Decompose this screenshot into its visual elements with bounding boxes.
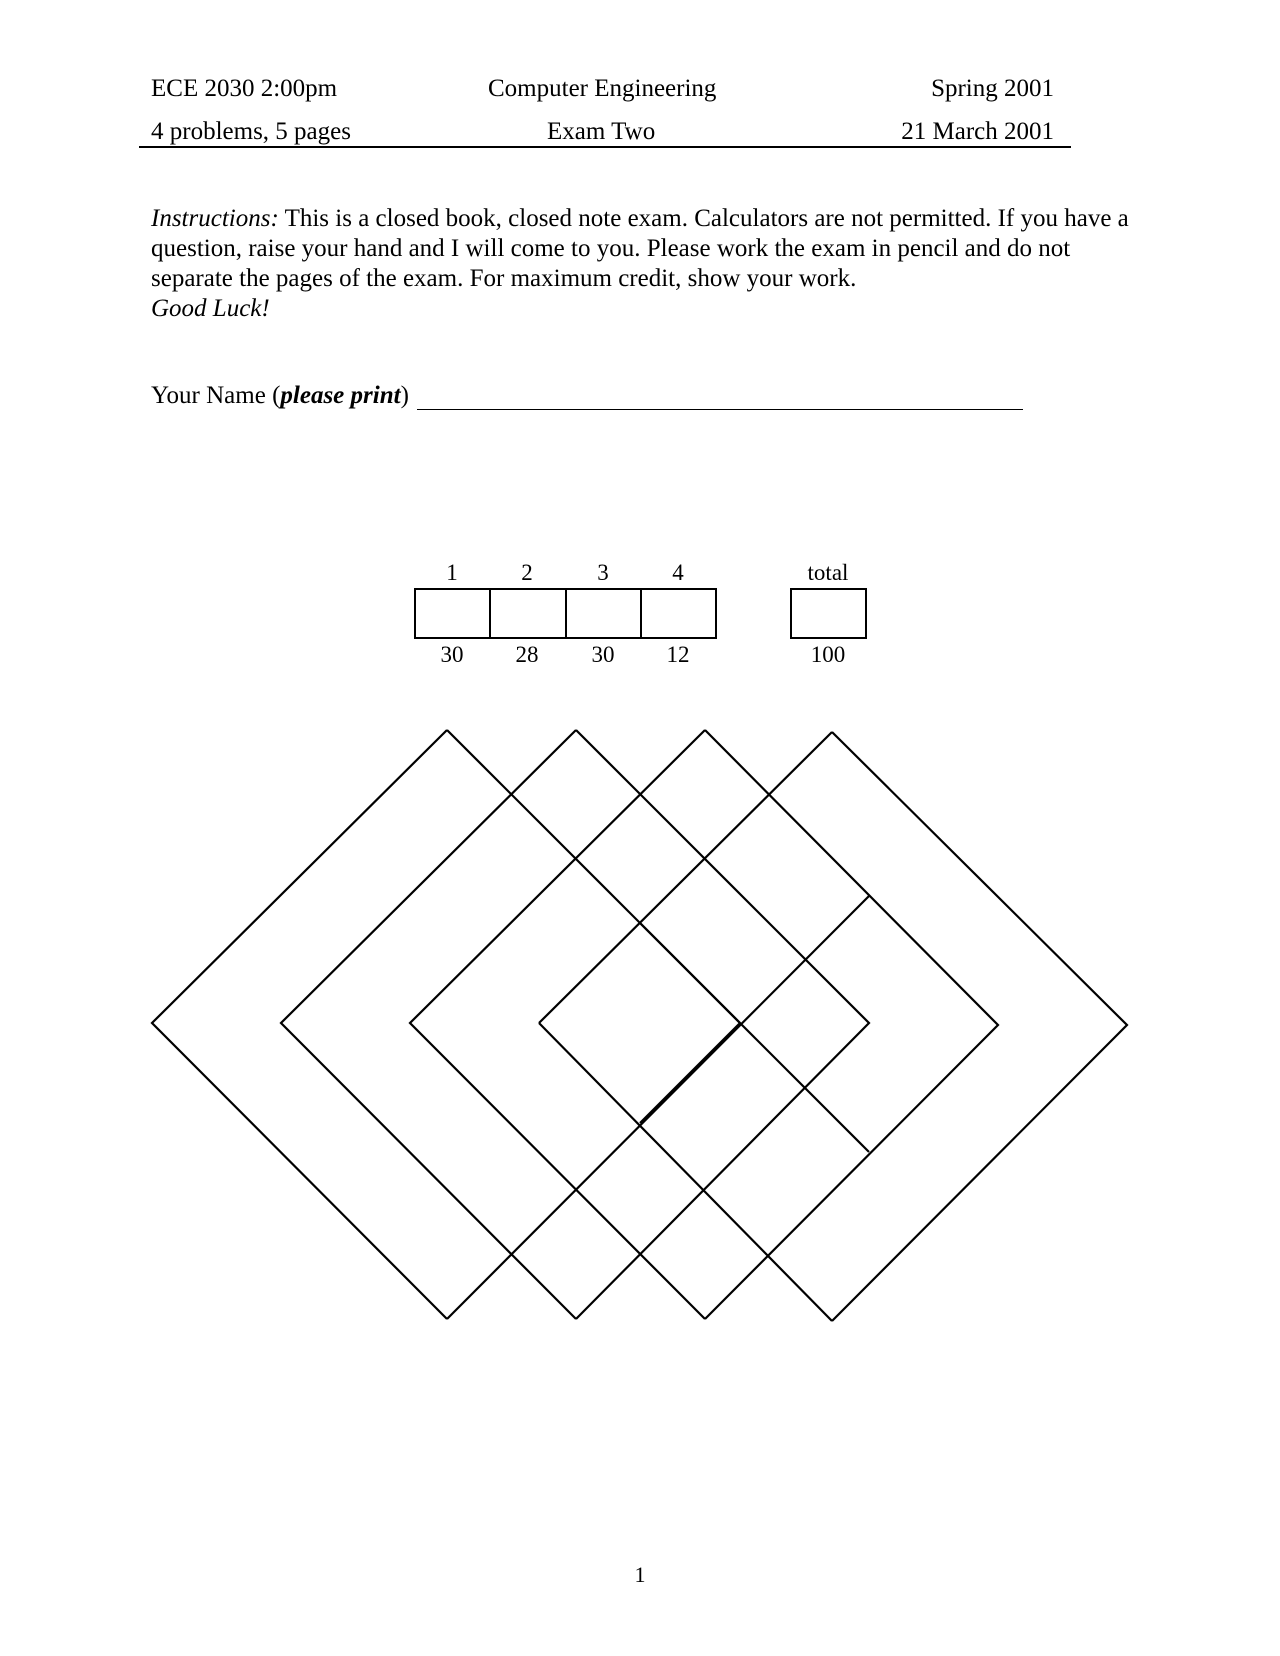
- instructions-label: Instructions:: [151, 205, 279, 232]
- instructions-text: This is a closed book, closed note exam. Calculators are not permitted. If you have a question, raise your hand and I will come to you. Please work the exam in pencil and do not separate the pages of the exam. For maximum credit, show your work.: [151, 205, 1129, 292]
- exam-title: Exam Two: [547, 118, 656, 145]
- good-luck-text: Good Luck!: [151, 295, 270, 322]
- course-label: ECE 2030 2:00pm: [151, 75, 338, 102]
- problem-points: 12: [666, 642, 690, 667]
- please-print-text: please print: [280, 382, 401, 409]
- name-suffix: ): [400, 382, 409, 409]
- exam-date: 21 March 2001: [901, 118, 1054, 145]
- total-label: total: [807, 560, 849, 585]
- page-number: 1: [634, 1562, 646, 1587]
- diamond-outer-left: [152, 730, 447, 1319]
- problem-number: 3: [597, 560, 609, 585]
- problem-number: 2: [521, 560, 533, 585]
- problem-points: 30: [440, 642, 464, 667]
- problems-pages-label: 4 problems, 5 pages: [151, 118, 351, 145]
- chevron-right-3: [705, 730, 998, 1319]
- diamond-outer-right: [832, 732, 1127, 1321]
- chevron-right-2: [576, 730, 869, 1319]
- problem-number: 1: [446, 560, 458, 585]
- chevron-left-3: [410, 730, 705, 1319]
- department-label: Computer Engineering: [488, 75, 717, 102]
- problem-number: 4: [672, 560, 684, 585]
- total-points: 100: [810, 642, 846, 667]
- chevron-left-2: [281, 730, 576, 1319]
- name-prefix: Your Name (: [151, 382, 281, 409]
- problem-points: 28: [515, 642, 539, 667]
- term-label: Spring 2001: [931, 75, 1054, 102]
- problem-points: 30: [591, 642, 615, 667]
